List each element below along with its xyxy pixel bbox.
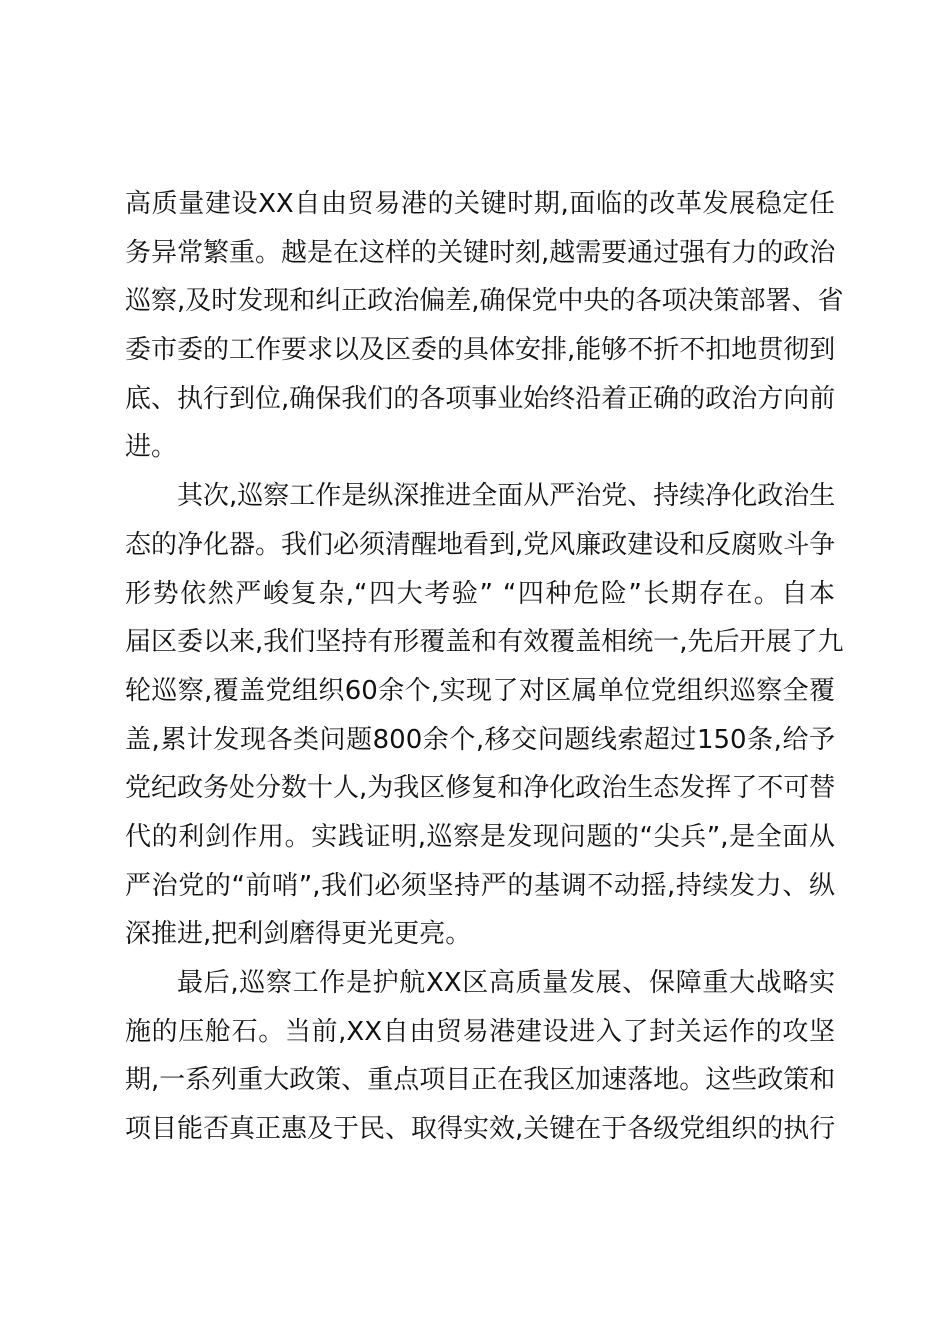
text-line: 轮巡察,覆盖党组织60余个,实现了对区属单位党组织巡察全覆 [125,675,835,706]
text-line: 态的净化器。我们必须清醒地看到,党风廉政建设和反腐败斗争 [125,529,836,560]
text-line: 务异常繁重。越是在这样的关键时刻,越需要通过强有力的政治 [125,237,836,268]
text-line: 代的利剑作用。实践证明,巡察是发现问题的“尖兵”,是全面从 [125,821,835,852]
text-line: 党纪政务处分数十人,为我区修复和净化政治生态发挥了不可替 [125,773,836,804]
text-line: 底、执行到位,确保我们的各项事业始终沿着正确的政治方向前 [125,383,836,414]
text-line: 进。 [125,432,178,463]
document-body [125,180,844,1154]
text-line: 盖,累计发现各类问题800余个,移交问题线索超过150条,给予 [125,724,835,755]
text-line: 届区委以来,我们坚持有形覆盖和有效覆盖相统一,先后开展了九 [125,627,844,658]
text-line: 其次,巡察工作是纵深推进全面从严治党、持续净化政治生 [177,481,836,512]
text-line: 期,一系列重大政策、重点项目正在我区加速落地。这些政策和 [125,1065,836,1096]
text-line: 形势依然严峻复杂,“四大考验” “四种危险”长期存在。自本 [125,578,835,609]
text-line: 严治党的“前哨”,我们必须坚持严的基调不动摇,持续发力、纵 [125,870,835,901]
text-line: 巡察,及时发现和纠正政治偏差,确保党中央的各项决策部署、省 [125,286,844,317]
text-line: 项目能否真正惠及于民、取得实效,关键在于各级党组织的执行 [125,1114,836,1145]
text-line: 最后,巡察工作是护航XX区高质量发展、保障重大战略实 [177,968,835,998]
text-line: 委市委的工作要求以及区委的具体安排,能够不折不扣地贯彻到 [125,335,836,366]
text-line: 高质量建设XX自由贸易港的关键时期,面临的改革发展稳定任 [125,189,835,219]
text-line: 深推进,把利剑磨得更光更亮。 [125,919,472,950]
text-line: 施的压舱石。当前,XX自由贸易港建设进入了封关运作的攻坚 [125,1016,835,1047]
